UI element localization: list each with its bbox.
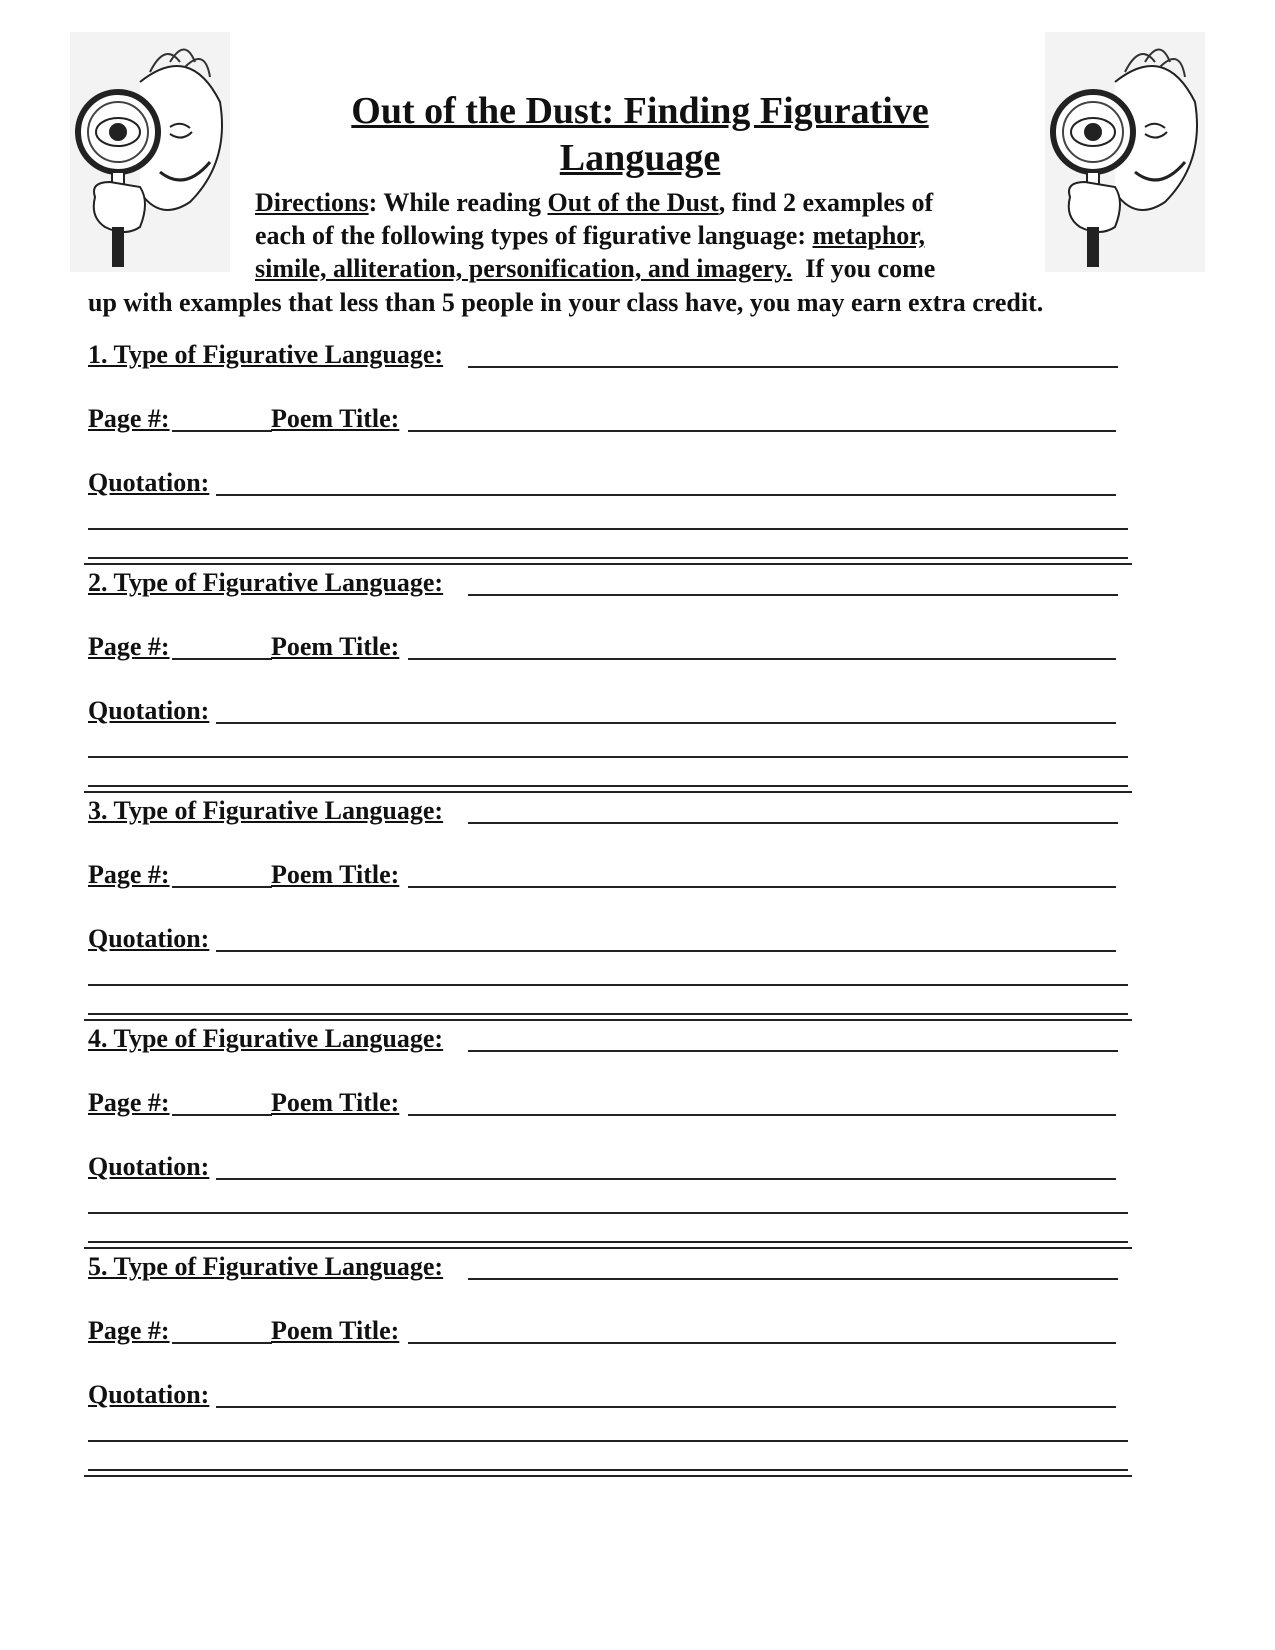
figurative-types: metaphor,: [812, 221, 925, 250]
directions-line-3: [255, 252, 935, 285]
type-field[interactable]: [468, 822, 1118, 824]
quotation-line[interactable]: [88, 557, 1128, 559]
type-label: 3. Type of Figurative Language:: [88, 796, 444, 825]
poem-title-label: Poem Title:: [271, 632, 400, 661]
quotation-field[interactable]: [216, 950, 1116, 952]
poem-title-label: Poem Title:: [271, 404, 400, 433]
quotation-field[interactable]: [216, 1178, 1116, 1180]
page-label: Page #:: [88, 632, 170, 661]
directions-text: , find 2 examples of: [718, 188, 934, 217]
type-field[interactable]: [468, 1278, 1118, 1280]
quotation-label: Quotation:: [88, 924, 210, 953]
poem-title-field[interactable]: [408, 430, 1116, 432]
directions-label: Directions: [255, 188, 369, 217]
entry-section: [88, 1020, 1186, 1250]
quotation-line[interactable]: [88, 984, 1128, 986]
directions-text: each of the following types of figurative language:: [255, 221, 813, 250]
type-field[interactable]: [468, 1050, 1118, 1052]
quotation-line[interactable]: [88, 1241, 1128, 1243]
quotation-line[interactable]: [88, 785, 1128, 787]
magnifying-glass-face-icon: [1045, 32, 1205, 272]
page-field[interactable]: [172, 430, 272, 432]
quotation-line[interactable]: [88, 1440, 1128, 1442]
section-divider: [84, 1475, 1132, 1477]
book-title: Out of the Dust: [547, 188, 719, 217]
poem-title-label: Poem Title:: [271, 1316, 400, 1345]
poem-title-label: Poem Title:: [271, 1088, 400, 1117]
entry-section: [88, 1248, 1186, 1478]
quotation-line[interactable]: [88, 1013, 1128, 1015]
quotation-line[interactable]: [88, 1469, 1128, 1471]
page-field[interactable]: [172, 1114, 272, 1116]
poem-title-field[interactable]: [408, 1342, 1116, 1344]
page-label: Page #:: [88, 860, 170, 889]
type-label: 2. Type of Figurative Language:: [88, 568, 444, 597]
type-field[interactable]: [468, 594, 1118, 596]
page-label: Page #:: [88, 1088, 170, 1117]
type-field[interactable]: [468, 366, 1118, 368]
quotation-label: Quotation:: [88, 1152, 210, 1181]
figurative-types: simile, alliteration, personification, and imagery.: [255, 254, 793, 283]
poem-title-field[interactable]: [408, 886, 1116, 888]
quotation-line[interactable]: [88, 756, 1128, 758]
directions-text: If you come: [792, 254, 936, 283]
page-field[interactable]: [172, 886, 272, 888]
quotation-field[interactable]: [216, 722, 1116, 724]
quotation-label: Quotation:: [88, 696, 210, 725]
page-label: Page #:: [88, 1316, 170, 1345]
directions-text: : While reading: [368, 188, 548, 217]
page-field[interactable]: [172, 658, 272, 660]
entry-section: [88, 792, 1186, 1022]
directions-line-4: up with examples that less than 5 people in your class have, you may earn extra credit.: [88, 288, 1044, 317]
directions-line-2: [255, 219, 925, 252]
quotation-label: Quotation:: [88, 1380, 210, 1409]
entry-section: [88, 564, 1186, 794]
quotation-line[interactable]: [88, 528, 1128, 530]
poem-title-field[interactable]: [408, 1114, 1116, 1116]
poem-title-label: Poem Title:: [271, 860, 400, 889]
magnifying-glass-face-icon: [70, 32, 230, 272]
directions-line-1: [255, 186, 933, 219]
page-label: Page #:: [88, 404, 170, 433]
quotation-line[interactable]: [88, 1212, 1128, 1214]
page-field[interactable]: [172, 1342, 272, 1344]
page-title: Out of the Dust: Finding Figurative Language: [351, 90, 929, 179]
type-label: 1. Type of Figurative Language:: [88, 340, 444, 369]
quotation-label: Quotation:: [88, 468, 210, 497]
type-label: 4. Type of Figurative Language:: [88, 1024, 444, 1053]
poem-title-field[interactable]: [408, 658, 1116, 660]
entry-section: [88, 336, 1186, 566]
quotation-field[interactable]: [216, 494, 1116, 496]
type-label: 5. Type of Figurative Language:: [88, 1252, 444, 1281]
quotation-field[interactable]: [216, 1406, 1116, 1408]
